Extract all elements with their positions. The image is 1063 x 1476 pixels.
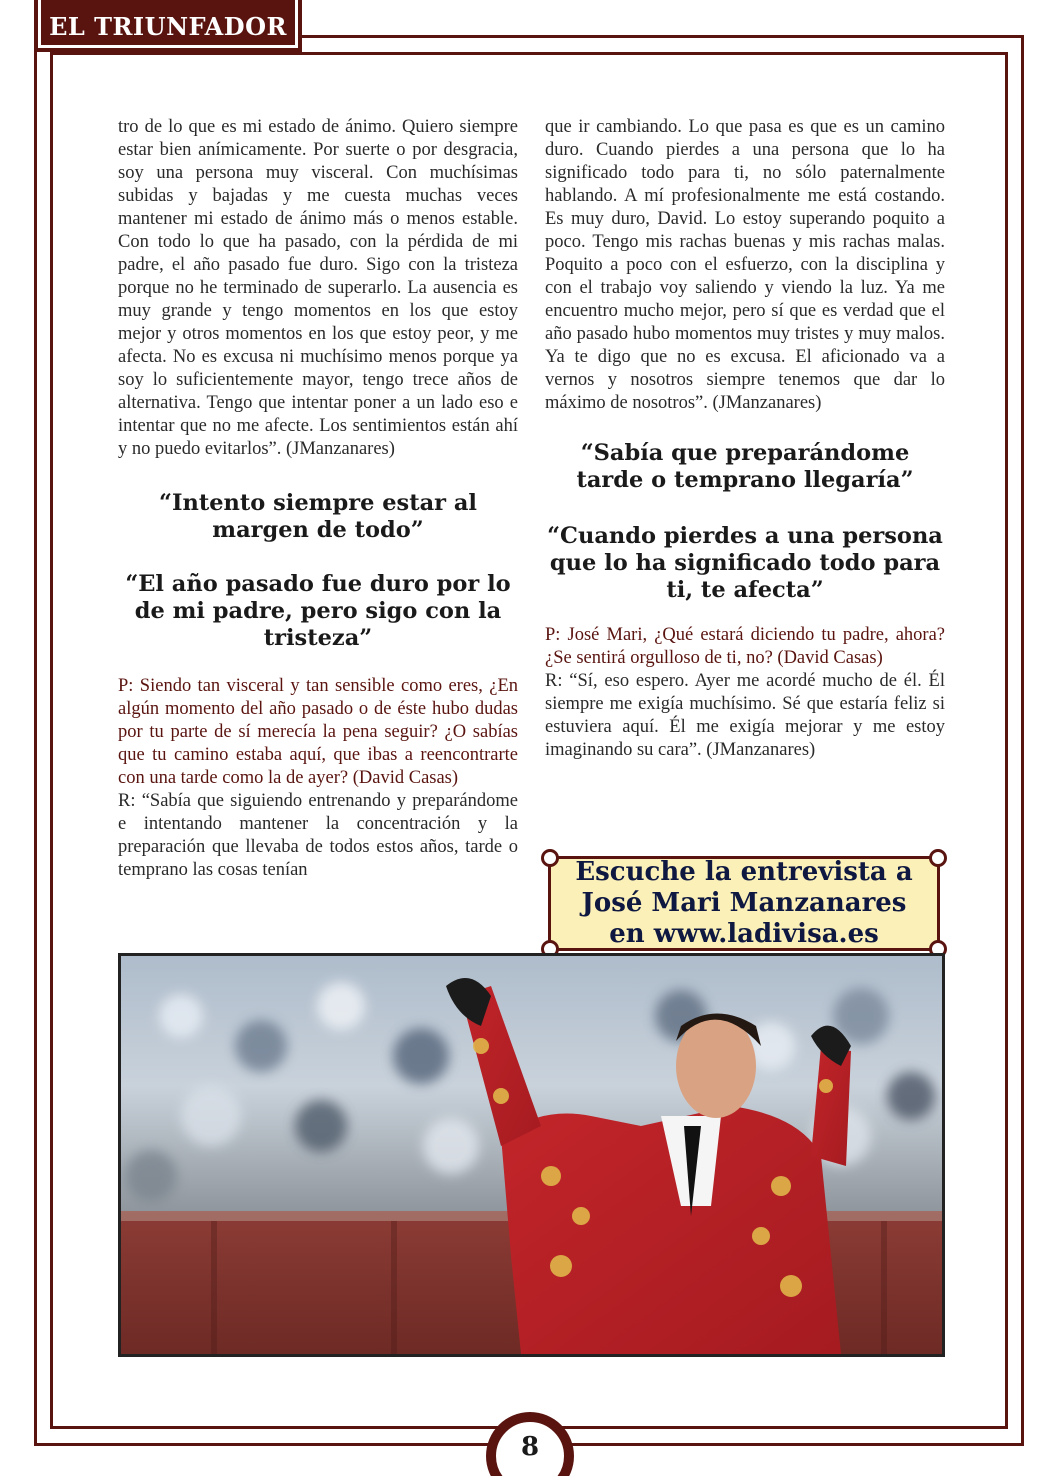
bullfighter-photo (118, 953, 945, 1357)
interview-link-banner[interactable] (548, 856, 940, 951)
interview-question: P: Siendo tan visceral y tan sensible como eres, ¿En algún momento del año pasado o de éste hubo dudas por tu parte de sí merecía la pena seguir? ¿O sabías que tu camino estaba aquí, que ibas a reencontrarte con una tarde como la de ayer? (David Casas) (118, 676, 518, 788)
photo-illustration (121, 956, 942, 1354)
interview-answer-2: R: “Sí, eso espero. Ayer me acordé mucho de él. Él siempre me exigía muchísimo. Sé que estaría feliz si estuviera aquí. Él me exigía mejorar y me estoy imaginando su cara”. (JManzanares) (545, 671, 945, 760)
banner-line-3: en www.ladivisa.es (609, 919, 879, 949)
left-column (118, 116, 518, 882)
banner-corner-tl (541, 849, 559, 867)
magazine-title: EL TRIUNFADOR (49, 11, 287, 41)
pull-quote-4: “Cuando pierdes a una persona que lo ha significado todo para ti, te afecta” (547, 523, 943, 603)
right-column (545, 116, 945, 762)
banner-line-1: Escuche la entrevista a (575, 857, 913, 887)
banner-line-2: José Mari Manzanares (581, 888, 907, 918)
pull-quote-2: “El año pasado fue duro por lo de mi padre, pero sigo con la tristeza” (125, 571, 511, 651)
left-paragraph: tro de lo que es mi estado de ánimo. Quiero siempre estar bien anímicamente. Por suerte o por desgracia, soy una persona muy visceral. Con muchísimas subidas y bajadas y me cuesta muchas veces mantener mi estado de ánimo más o menos estable. Con todo lo que ha pasado, con la pérdida de mi padre, el año pasado fue duro. Sigo con la tristeza porque no he terminado de superarlo. La ausencia es muy grande y tengo momentos en los que estoy mejor y otros momentos en los que estoy peor, y me afecta. No es excusa ni muchísimo menos porque ya soy lo suficientemente mayor, tengo trece años de alternativa. Tengo que intentar poner a un lado eso e intentar que no me afecte. Los sentimientos están ahí y no puedo evitarlos”. (JManzanares) (118, 117, 518, 459)
pull-quote-1: “Intento siempre estar al margen de todo” (159, 490, 477, 543)
page-number-badge (486, 1412, 574, 1476)
pull-quote-3: “Sabía que preparándome tarde o temprano llegaría” (576, 440, 914, 493)
banner-corner-tr (929, 849, 947, 867)
interview-question-2: P: José Mari, ¿Qué estará diciendo tu padre, ahora? ¿Se sentirá orgulloso de ti, no? (David Casas) (545, 625, 945, 668)
page-number: 8 (520, 1432, 540, 1462)
magazine-header (34, 0, 302, 52)
banner-text (575, 857, 912, 950)
interview-answer: R: “Sabía que siguiendo entrenando y preparándome e intentando mantener la concentración y la preparación que llevaba de todos estos años, tarde o temprano las cosas tenían (118, 791, 518, 880)
right-paragraph: que ir cambiando. Lo que pasa es que es un camino duro. Cuando pierdes a una persona que lo ha significado todo para ti, no sólo paternalmente hablando. A mí profesionalmente me está costando. Es muy duro, David. Lo estoy superando poquito a poco. Tengo mis rachas buenas y mis rachas malas. Poquito a poco con el esfuerzo, con la disciplina y con el trabajo voy saliendo y viendo la luz. Ya me encuentro mucho mejor, pero sí que es verdad que el año pasado hubo momentos muy tristes y muy malos. Ya te digo que no es excusa. El aficionado va a vernos y nosotros siempre tenemos que dar lo máximo de nosotros”. (JManzanares) (545, 117, 945, 413)
